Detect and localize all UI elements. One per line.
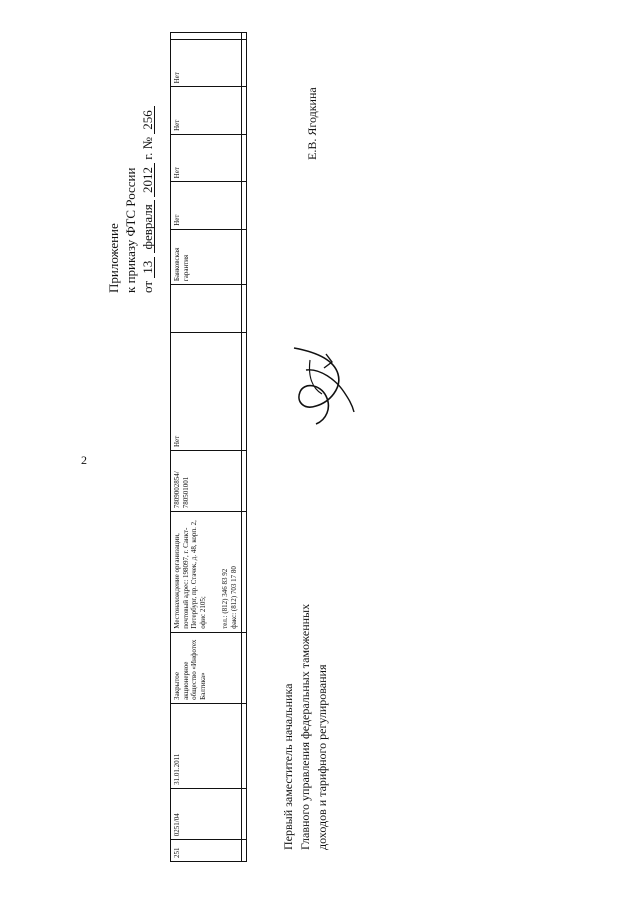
cell-guarantee: Банковская гарантия xyxy=(171,229,241,284)
cell-inn-kpp: 7809002854/ 780501001 xyxy=(171,450,241,511)
empty-cell xyxy=(242,33,246,39)
cell-col12: Нет xyxy=(171,39,241,86)
handwritten-signature xyxy=(286,340,356,430)
address-text: Местонахождение организации, почтовый адрес: 198097, г. Санкт-Петербург, пр. Стачек, д. 48, корп. 2, офис 2105; xyxy=(173,520,207,629)
empty-cell xyxy=(242,39,246,86)
empty-cell xyxy=(242,703,246,788)
empty-cell xyxy=(242,284,246,331)
order-month: февраля xyxy=(139,200,156,253)
cell-col13 xyxy=(171,33,241,39)
signatory-position xyxy=(280,530,331,850)
empty-cell xyxy=(242,86,246,133)
position-line-2: Главного управления федеральных таможенных xyxy=(298,603,312,850)
cell-number: 251 xyxy=(171,839,241,861)
fax-text: факс: (812) 703 17 80 xyxy=(229,566,238,629)
position-line-3: доходов и тарифного регулирования xyxy=(315,664,329,850)
cell-col11: Нет xyxy=(171,86,241,133)
position-line-1: Первый заместитель начальника xyxy=(281,683,295,850)
appendix-header xyxy=(105,53,156,293)
page-number: 2 xyxy=(81,453,87,467)
order-number: 256 xyxy=(139,106,156,134)
empty-cell xyxy=(242,511,246,631)
registry-table xyxy=(170,32,247,862)
empty-cell xyxy=(242,450,246,511)
cell-col10: Нет xyxy=(171,134,241,181)
empty-cell xyxy=(242,788,246,839)
number-sign: № xyxy=(140,137,155,150)
empty-cell xyxy=(242,332,246,450)
cell-address xyxy=(171,511,241,631)
empty-cell xyxy=(242,839,246,861)
empty-cell xyxy=(242,229,246,284)
appendix-title: Приложение xyxy=(106,223,121,293)
order-reference: к приказу ФТС России xyxy=(123,167,138,293)
empty-cell xyxy=(242,181,246,228)
cell-col9: Нет xyxy=(171,181,241,228)
order-day: 13 xyxy=(139,257,156,278)
empty-cell xyxy=(242,134,246,181)
from-label: от xyxy=(140,280,155,293)
table-row-empty xyxy=(242,32,247,862)
order-date-line xyxy=(139,53,156,293)
cell-date: 31.01.2011 xyxy=(171,703,241,788)
cell-col6: Нет xyxy=(171,332,241,450)
phone-text: тел.: (812) 346 83 92 xyxy=(221,568,229,629)
table-row xyxy=(170,32,242,862)
signatory-name: Е.В. Ягодкина xyxy=(305,87,319,160)
cell-org-name: Закрытое акционерное общество «Инфотех Балтика» xyxy=(171,632,241,703)
order-year: 2012 xyxy=(139,163,156,197)
year-suffix: г. xyxy=(140,152,155,160)
cell-code: 0251/04 xyxy=(171,788,241,839)
empty-cell xyxy=(242,632,246,703)
cell-col7 xyxy=(171,284,241,331)
